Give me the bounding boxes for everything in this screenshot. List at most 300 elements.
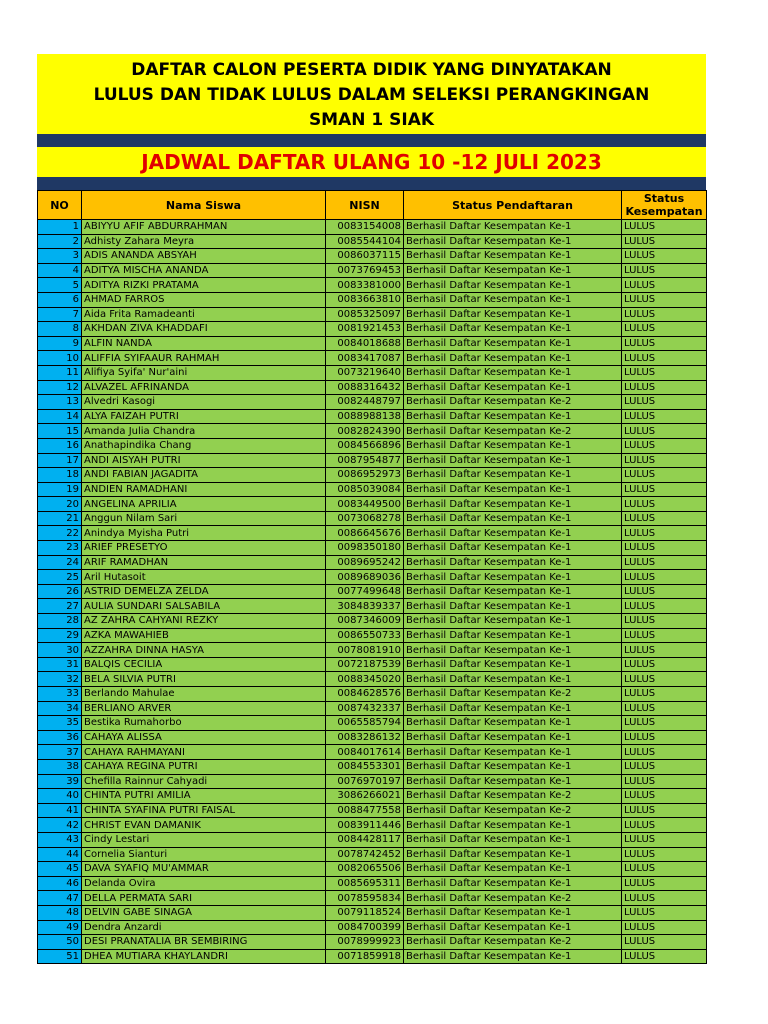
cell-no[interactable]: 9	[38, 336, 82, 351]
cell-registration-status[interactable]: Berhasil Daftar Kesempatan Ke-1	[404, 847, 622, 862]
cell-nisn[interactable]: 0086550733	[326, 628, 404, 643]
cell-opportunity-status[interactable]: LULUS	[622, 322, 707, 337]
cell-student-name[interactable]: AULIA SUNDARI SALSABILA	[82, 599, 326, 614]
table-row	[38, 263, 707, 278]
cell-no[interactable]: 40	[38, 789, 82, 804]
table-row	[38, 949, 707, 964]
table-row	[38, 584, 707, 599]
cell-nisn[interactable]: 0078742452	[326, 847, 404, 862]
table-row	[38, 687, 707, 702]
cell-student-name[interactable]: AKHDAN ZIVA KHADDAFI	[82, 322, 326, 337]
cell-student-name[interactable]: ADIS ANANDA ABSYAH	[82, 249, 326, 264]
cell-registration-status[interactable]: Berhasil Daftar Kesempatan Ke-1	[404, 336, 622, 351]
table-row	[38, 672, 707, 687]
cell-registration-status[interactable]: Berhasil Daftar Kesempatan Ke-1	[404, 701, 622, 716]
cell-registration-status[interactable]: Berhasil Daftar Kesempatan Ke-1	[404, 672, 622, 687]
cell-registration-status[interactable]: Berhasil Daftar Kesempatan Ke-1	[404, 920, 622, 935]
cell-no[interactable]: 48	[38, 905, 82, 920]
cell-no[interactable]: 24	[38, 555, 82, 570]
cell-registration-status[interactable]: Berhasil Daftar Kesempatan Ke-1	[404, 876, 622, 891]
table-row	[38, 876, 707, 891]
cell-student-name[interactable]: DAVA SYAFIQ MU'AMMAR	[82, 862, 326, 877]
cell-student-name[interactable]: Delanda Ovira	[82, 876, 326, 891]
cell-registration-status[interactable]: Berhasil Daftar Kesempatan Ke-1	[404, 774, 622, 789]
table-row	[38, 541, 707, 556]
cell-nisn[interactable]: 0077499648	[326, 584, 404, 599]
cell-registration-status[interactable]: Berhasil Daftar Kesempatan Ke-1	[404, 511, 622, 526]
cell-student-name[interactable]: CHINTA SYAFINA PUTRI FAISAL	[82, 803, 326, 818]
cell-nisn[interactable]: 0084566896	[326, 438, 404, 453]
cell-no[interactable]: 20	[38, 497, 82, 512]
cell-nisn[interactable]: 0082065506	[326, 862, 404, 877]
cell-nisn[interactable]: 0088345020	[326, 672, 404, 687]
cell-opportunity-status[interactable]: LULUS	[622, 818, 707, 833]
spreadsheet	[37, 54, 706, 964]
cell-no[interactable]: 41	[38, 803, 82, 818]
cell-student-name[interactable]: CAHAYA REGINA PUTRI	[82, 759, 326, 774]
cell-student-name[interactable]: CAHAYA ALISSA	[82, 730, 326, 745]
cell-registration-status[interactable]: Berhasil Daftar Kesempatan Ke-1	[404, 322, 622, 337]
title-line-1: DAFTAR CALON PESERTA DIDIK YANG DINYATAKAN	[131, 60, 612, 80]
cell-student-name[interactable]: ADITYA RIZKI PRATAMA	[82, 278, 326, 293]
cell-registration-status[interactable]: Berhasil Daftar Kesempatan Ke-2	[404, 789, 622, 804]
cell-student-name[interactable]: ANDIEN RAMADHANI	[82, 482, 326, 497]
cell-student-name[interactable]: AZ ZAHRA CAHYANI REZKY	[82, 614, 326, 629]
cell-no[interactable]: 19	[38, 482, 82, 497]
cell-opportunity-status[interactable]: LULUS	[622, 745, 707, 760]
cell-opportunity-status[interactable]: LULUS	[622, 570, 707, 585]
cell-student-name[interactable]: Chefilla Rainnur Cahyadi	[82, 774, 326, 789]
cell-registration-status[interactable]: Berhasil Daftar Kesempatan Ke-1	[404, 220, 622, 235]
cell-registration-status[interactable]: Berhasil Daftar Kesempatan Ke-1	[404, 555, 622, 570]
cell-no[interactable]: 14	[38, 409, 82, 424]
cell-opportunity-status[interactable]: LULUS	[622, 657, 707, 672]
cell-registration-status[interactable]: Berhasil Daftar Kesempatan Ke-1	[404, 643, 622, 658]
cell-opportunity-status[interactable]: LULUS	[622, 672, 707, 687]
cell-student-name[interactable]: Anindya Myisha Putri	[82, 526, 326, 541]
cell-registration-status[interactable]: Berhasil Daftar Kesempatan Ke-1	[404, 570, 622, 585]
cell-opportunity-status[interactable]: LULUS	[622, 278, 707, 293]
cell-opportunity-status[interactable]: LULUS	[622, 687, 707, 702]
cell-student-name[interactable]: ALIFFIA SYIFAAUR RAHMAH	[82, 351, 326, 366]
cell-nisn[interactable]: 0087432337	[326, 701, 404, 716]
table-row	[38, 278, 707, 293]
table-row	[38, 789, 707, 804]
table-row	[38, 905, 707, 920]
cell-registration-status[interactable]: Berhasil Daftar Kesempatan Ke-1	[404, 438, 622, 453]
table-row	[38, 818, 707, 833]
cell-student-name[interactable]: ASTRID DEMELZA ZELDA	[82, 584, 326, 599]
cell-student-name[interactable]: AZKA MAWAHIEB	[82, 628, 326, 643]
cell-nisn[interactable]: 0098350180	[326, 541, 404, 556]
cell-registration-status[interactable]: Berhasil Daftar Kesempatan Ke-1	[404, 818, 622, 833]
cell-registration-status[interactable]: Berhasil Daftar Kesempatan Ke-1	[404, 730, 622, 745]
cell-no[interactable]: 45	[38, 862, 82, 877]
cell-opportunity-status[interactable]: LULUS	[622, 292, 707, 307]
cell-nisn[interactable]: 0086645676	[326, 526, 404, 541]
cell-registration-status[interactable]: Berhasil Daftar Kesempatan Ke-1	[404, 263, 622, 278]
cell-nisn[interactable]: 0083381000	[326, 278, 404, 293]
cell-opportunity-status[interactable]: LULUS	[622, 876, 707, 891]
cell-registration-status[interactable]: Berhasil Daftar Kesempatan Ke-1	[404, 380, 622, 395]
cell-student-name[interactable]: Adhisty Zahara Meyra	[82, 234, 326, 249]
cell-opportunity-status[interactable]: LULUS	[622, 643, 707, 658]
cell-no[interactable]: 6	[38, 292, 82, 307]
table-row	[38, 599, 707, 614]
cell-student-name[interactable]: Amanda Julia Chandra	[82, 424, 326, 439]
cell-nisn[interactable]: 0076970197	[326, 774, 404, 789]
cell-opportunity-status[interactable]: LULUS	[622, 614, 707, 629]
cell-student-name[interactable]: DELLA PERMATA SARI	[82, 891, 326, 906]
cell-no[interactable]: 37	[38, 745, 82, 760]
cell-student-name[interactable]: CHRIST EVAN DAMANIK	[82, 818, 326, 833]
cell-nisn[interactable]: 0078595834	[326, 891, 404, 906]
cell-registration-status[interactable]: Berhasil Daftar Kesempatan Ke-1	[404, 468, 622, 483]
cell-registration-status[interactable]: Berhasil Daftar Kesempatan Ke-1	[404, 759, 622, 774]
cell-registration-status[interactable]: Berhasil Daftar Kesempatan Ke-2	[404, 935, 622, 950]
cell-opportunity-status[interactable]: LULUS	[622, 599, 707, 614]
cell-registration-status[interactable]: Berhasil Daftar Kesempatan Ke-1	[404, 614, 622, 629]
cell-nisn[interactable]: 0078081910	[326, 643, 404, 658]
cell-opportunity-status[interactable]: LULUS	[622, 395, 707, 410]
cell-registration-status[interactable]: Berhasil Daftar Kesempatan Ke-1	[404, 409, 622, 424]
cell-nisn[interactable]: 0072187539	[326, 657, 404, 672]
table-row	[38, 716, 707, 731]
cell-opportunity-status[interactable]: LULUS	[622, 555, 707, 570]
cell-registration-status[interactable]: Berhasil Daftar Kesempatan Ke-1	[404, 584, 622, 599]
cell-opportunity-status[interactable]: LULUS	[622, 847, 707, 862]
header-row	[38, 191, 707, 220]
cell-nisn[interactable]: 0079118524	[326, 905, 404, 920]
cell-registration-status[interactable]: Berhasil Daftar Kesempatan Ke-2	[404, 395, 622, 410]
cell-opportunity-status[interactable]: LULUS	[622, 249, 707, 264]
table-row	[38, 643, 707, 658]
cell-registration-status[interactable]: Berhasil Daftar Kesempatan Ke-1	[404, 599, 622, 614]
table-row	[38, 497, 707, 512]
table-row	[38, 482, 707, 497]
cell-nisn[interactable]: 0078999923	[326, 935, 404, 950]
cell-student-name[interactable]: DHEA MUTIARA KHAYLANDRI	[82, 949, 326, 964]
cell-opportunity-status[interactable]: LULUS	[622, 789, 707, 804]
cell-registration-status[interactable]: Berhasil Daftar Kesempatan Ke-1	[404, 628, 622, 643]
cell-nisn[interactable]: 0081921453	[326, 322, 404, 337]
cell-no[interactable]: 25	[38, 570, 82, 585]
cell-no[interactable]: 18	[38, 468, 82, 483]
cell-nisn[interactable]: 0084700399	[326, 920, 404, 935]
cell-registration-status[interactable]: Berhasil Daftar Kesempatan Ke-1	[404, 905, 622, 920]
cell-nisn[interactable]: 0085544104	[326, 234, 404, 249]
cell-student-name[interactable]: Cindy Lestari	[82, 832, 326, 847]
cell-student-name[interactable]: Bestika Rumahorbo	[82, 716, 326, 731]
cell-registration-status[interactable]: Berhasil Daftar Kesempatan Ke-1	[404, 453, 622, 468]
cell-registration-status[interactable]: Berhasil Daftar Kesempatan Ke-1	[404, 292, 622, 307]
cell-no[interactable]: 51	[38, 949, 82, 964]
cell-opportunity-status[interactable]: LULUS	[622, 438, 707, 453]
cell-no[interactable]: 21	[38, 511, 82, 526]
table-row	[38, 759, 707, 774]
cell-opportunity-status[interactable]: LULUS	[622, 307, 707, 322]
cell-student-name[interactable]: Alvedri Kasogi	[82, 395, 326, 410]
table-row	[38, 832, 707, 847]
table-row	[38, 935, 707, 950]
cell-no[interactable]: 22	[38, 526, 82, 541]
cell-nisn[interactable]: 0073068278	[326, 511, 404, 526]
cell-registration-status[interactable]: Berhasil Daftar Kesempatan Ke-1	[404, 862, 622, 877]
cell-student-name[interactable]: ANDI AISYAH PUTRI	[82, 453, 326, 468]
cell-student-name[interactable]: ANDI FABIAN JAGADITA	[82, 468, 326, 483]
table-row	[38, 745, 707, 760]
cell-registration-status[interactable]: Berhasil Daftar Kesempatan Ke-1	[404, 832, 622, 847]
cell-opportunity-status[interactable]: LULUS	[622, 628, 707, 643]
cell-opportunity-status[interactable]: LULUS	[622, 701, 707, 716]
cell-opportunity-status[interactable]: LULUS	[622, 511, 707, 526]
cell-opportunity-status[interactable]: LULUS	[622, 759, 707, 774]
cell-student-name[interactable]: ALFIN NANDA	[82, 336, 326, 351]
cell-opportunity-status[interactable]: LULUS	[622, 220, 707, 235]
cell-no[interactable]: 11	[38, 365, 82, 380]
cell-nisn[interactable]: 0084553301	[326, 759, 404, 774]
cell-registration-status[interactable]: Berhasil Daftar Kesempatan Ke-1	[404, 234, 622, 249]
table-row	[38, 614, 707, 629]
cell-opportunity-status[interactable]: LULUS	[622, 949, 707, 964]
cell-no[interactable]: 8	[38, 322, 82, 337]
cell-registration-status[interactable]: Berhasil Daftar Kesempatan Ke-1	[404, 745, 622, 760]
cell-no[interactable]: 13	[38, 395, 82, 410]
divider-band	[37, 134, 706, 147]
cell-registration-status[interactable]: Berhasil Daftar Kesempatan Ke-1	[404, 526, 622, 541]
cell-no[interactable]: 50	[38, 935, 82, 950]
cell-nisn[interactable]: 0084428117	[326, 832, 404, 847]
cell-nisn[interactable]: 0084018688	[326, 336, 404, 351]
cell-opportunity-status[interactable]: LULUS	[622, 526, 707, 541]
cell-registration-status[interactable]: Berhasil Daftar Kesempatan Ke-1	[404, 365, 622, 380]
cell-nisn[interactable]: 0083663810	[326, 292, 404, 307]
cell-student-name[interactable]: DELVIN GABE SINAGA	[82, 905, 326, 920]
cell-student-name[interactable]: ARIF RAMADHAN	[82, 555, 326, 570]
cell-nisn[interactable]: 0083154008	[326, 220, 404, 235]
cell-student-name[interactable]: Anathapindika Chang	[82, 438, 326, 453]
cell-student-name[interactable]: Cornelia Sianturi	[82, 847, 326, 862]
cell-no[interactable]: 33	[38, 687, 82, 702]
cell-nisn[interactable]: 0082448797	[326, 395, 404, 410]
cell-no[interactable]: 5	[38, 278, 82, 293]
cell-no[interactable]: 34	[38, 701, 82, 716]
cell-student-name[interactable]: Alifiya Syifa' Nur'aini	[82, 365, 326, 380]
cell-nisn[interactable]: 0085039084	[326, 482, 404, 497]
cell-nisn[interactable]: 0073769453	[326, 263, 404, 278]
table-row	[38, 395, 707, 410]
cell-nisn[interactable]: 0086952973	[326, 468, 404, 483]
cell-registration-status[interactable]: Berhasil Daftar Kesempatan Ke-1	[404, 307, 622, 322]
cell-student-name[interactable]: BELA SILVIA PUTRI	[82, 672, 326, 687]
cell-no[interactable]: 27	[38, 599, 82, 614]
cell-opportunity-status[interactable]: LULUS	[622, 541, 707, 556]
cell-nisn[interactable]: 0071859918	[326, 949, 404, 964]
cell-student-name[interactable]: BALQIS CECILIA	[82, 657, 326, 672]
cell-opportunity-status[interactable]: LULUS	[622, 482, 707, 497]
cell-no[interactable]: 43	[38, 832, 82, 847]
cell-no[interactable]: 15	[38, 424, 82, 439]
cell-no[interactable]: 23	[38, 541, 82, 556]
cell-no[interactable]: 31	[38, 657, 82, 672]
table-row	[38, 220, 707, 235]
cell-nisn[interactable]: 0085695311	[326, 876, 404, 891]
cell-registration-status[interactable]: Berhasil Daftar Kesempatan Ke-1	[404, 351, 622, 366]
cell-opportunity-status[interactable]: LULUS	[622, 730, 707, 745]
cell-nisn[interactable]: 0089695242	[326, 555, 404, 570]
cell-no[interactable]: 17	[38, 453, 82, 468]
cell-nisn[interactable]: 0086037115	[326, 249, 404, 264]
cell-no[interactable]: 46	[38, 876, 82, 891]
cell-registration-status[interactable]: Berhasil Daftar Kesempatan Ke-1	[404, 657, 622, 672]
cell-nisn[interactable]: 0085325097	[326, 307, 404, 322]
cell-opportunity-status[interactable]: LULUS	[622, 716, 707, 731]
table-row	[38, 920, 707, 935]
cell-no[interactable]: 4	[38, 263, 82, 278]
cell-registration-status[interactable]: Berhasil Daftar Kesempatan Ke-1	[404, 541, 622, 556]
cell-student-name[interactable]: BERLIANO ARVER	[82, 701, 326, 716]
cell-student-name[interactable]: AZZAHRA DINNA HASYA	[82, 643, 326, 658]
cell-nisn[interactable]: 0088316432	[326, 380, 404, 395]
cell-student-name[interactable]: Berlando Mahulae	[82, 687, 326, 702]
cell-opportunity-status[interactable]: LULUS	[622, 380, 707, 395]
cell-student-name[interactable]: ANGELINA APRILIA	[82, 497, 326, 512]
cell-nisn[interactable]: 0087954877	[326, 453, 404, 468]
cell-nisn[interactable]: 0087346009	[326, 614, 404, 629]
cell-opportunity-status[interactable]: LULUS	[622, 774, 707, 789]
cell-no[interactable]: 26	[38, 584, 82, 599]
table-row	[38, 847, 707, 862]
cell-no[interactable]: 16	[38, 438, 82, 453]
cell-no[interactable]: 47	[38, 891, 82, 906]
cell-student-name[interactable]: ARIEF PRESETYO	[82, 541, 326, 556]
cell-registration-status[interactable]: Berhasil Daftar Kesempatan Ke-1	[404, 716, 622, 731]
divider-band	[37, 177, 706, 190]
cell-nisn[interactable]: 0084628576	[326, 687, 404, 702]
cell-no[interactable]: 1	[38, 220, 82, 235]
cell-opportunity-status[interactable]: LULUS	[622, 351, 707, 366]
cell-opportunity-status[interactable]: LULUS	[622, 453, 707, 468]
cell-no[interactable]: 38	[38, 759, 82, 774]
cell-no[interactable]: 36	[38, 730, 82, 745]
cell-opportunity-status[interactable]: LULUS	[622, 862, 707, 877]
cell-nisn[interactable]: 0083911446	[326, 818, 404, 833]
cell-nisn[interactable]: 0089689036	[326, 570, 404, 585]
title-line-2: LULUS DAN TIDAK LULUS DALAM SELEKSI PERANGKINGAN	[93, 85, 650, 105]
cell-opportunity-status[interactable]: LULUS	[622, 263, 707, 278]
cell-opportunity-status[interactable]: LULUS	[622, 497, 707, 512]
table-row	[38, 701, 707, 716]
cell-student-name[interactable]: DESI PRANATALIA BR SEMBIRING	[82, 935, 326, 950]
cell-nisn[interactable]: 0082824390	[326, 424, 404, 439]
cell-registration-status[interactable]: Berhasil Daftar Kesempatan Ke-1	[404, 249, 622, 264]
cell-no[interactable]: 12	[38, 380, 82, 395]
cell-opportunity-status[interactable]: LULUS	[622, 803, 707, 818]
table-row	[38, 365, 707, 380]
cell-registration-status[interactable]: Berhasil Daftar Kesempatan Ke-2	[404, 803, 622, 818]
cell-registration-status[interactable]: Berhasil Daftar Kesempatan Ke-2	[404, 687, 622, 702]
cell-opportunity-status[interactable]: LULUS	[622, 905, 707, 920]
table-row	[38, 292, 707, 307]
cell-no[interactable]: 3	[38, 249, 82, 264]
table-row	[38, 380, 707, 395]
cell-nisn[interactable]: 0073219640	[326, 365, 404, 380]
column-header-no: NO	[38, 191, 82, 220]
cell-registration-status[interactable]: Berhasil Daftar Kesempatan Ke-1	[404, 482, 622, 497]
cell-no[interactable]: 7	[38, 307, 82, 322]
table-row	[38, 526, 707, 541]
cell-student-name[interactable]: CAHAYA RAHMAYANI	[82, 745, 326, 760]
cell-nisn[interactable]: 0088477558	[326, 803, 404, 818]
cell-registration-status[interactable]: Berhasil Daftar Kesempatan Ke-1	[404, 497, 622, 512]
cell-no[interactable]: 39	[38, 774, 82, 789]
cell-opportunity-status[interactable]: LULUS	[622, 365, 707, 380]
table-row	[38, 409, 707, 424]
cell-student-name[interactable]: Aida Frita Ramadeanti	[82, 307, 326, 322]
cell-nisn[interactable]: 0084017614	[326, 745, 404, 760]
cell-no[interactable]: 10	[38, 351, 82, 366]
column-header-name: Nama Siswa	[82, 191, 326, 220]
cell-no[interactable]: 30	[38, 643, 82, 658]
cell-student-name[interactable]: Aril Hutasoit	[82, 570, 326, 585]
cell-opportunity-status[interactable]: LULUS	[622, 336, 707, 351]
cell-student-name[interactable]: ADITYA MISCHA ANANDA	[82, 263, 326, 278]
cell-nisn[interactable]: 0088988138	[326, 409, 404, 424]
table-row	[38, 891, 707, 906]
cell-no[interactable]: 35	[38, 716, 82, 731]
cell-student-name[interactable]: ALVAZEL AFRINANDA	[82, 380, 326, 395]
cell-registration-status[interactable]: Berhasil Daftar Kesempatan Ke-2	[404, 424, 622, 439]
cell-nisn[interactable]: 3086266021	[326, 789, 404, 804]
cell-nisn[interactable]: 0083449500	[326, 497, 404, 512]
cell-nisn[interactable]: 0083286132	[326, 730, 404, 745]
cell-no[interactable]: 44	[38, 847, 82, 862]
cell-opportunity-status[interactable]: LULUS	[622, 424, 707, 439]
cell-opportunity-status[interactable]: LULUS	[622, 935, 707, 950]
table-row	[38, 453, 707, 468]
table-row	[38, 803, 707, 818]
cell-no[interactable]: 29	[38, 628, 82, 643]
cell-opportunity-status[interactable]: LULUS	[622, 891, 707, 906]
cell-opportunity-status[interactable]: LULUS	[622, 920, 707, 935]
cell-opportunity-status[interactable]: LULUS	[622, 234, 707, 249]
cell-student-name[interactable]: CHINTA PUTRI AMILIA	[82, 789, 326, 804]
cell-no[interactable]: 32	[38, 672, 82, 687]
cell-no[interactable]: 28	[38, 614, 82, 629]
cell-opportunity-status[interactable]: LULUS	[622, 468, 707, 483]
cell-no[interactable]: 42	[38, 818, 82, 833]
cell-no[interactable]: 2	[38, 234, 82, 249]
cell-student-name[interactable]: Dendra Anzardi	[82, 920, 326, 935]
cell-registration-status[interactable]: Berhasil Daftar Kesempatan Ke-1	[404, 278, 622, 293]
cell-student-name[interactable]: AHMAD FARROS	[82, 292, 326, 307]
cell-opportunity-status[interactable]: LULUS	[622, 409, 707, 424]
cell-student-name[interactable]: ALYA FAIZAH PUTRI	[82, 409, 326, 424]
cell-opportunity-status[interactable]: LULUS	[622, 832, 707, 847]
table-row	[38, 862, 707, 877]
cell-nisn[interactable]: 3084839337	[326, 599, 404, 614]
table-row	[38, 730, 707, 745]
cell-no[interactable]: 49	[38, 920, 82, 935]
cell-nisn[interactable]: 0083417087	[326, 351, 404, 366]
cell-student-name[interactable]: ABIYYU AFIF ABDURRAHMAN	[82, 220, 326, 235]
cell-student-name[interactable]: Anggun Nilam Sari	[82, 511, 326, 526]
column-header-nisn: NISN	[326, 191, 404, 220]
cell-registration-status[interactable]: Berhasil Daftar Kesempatan Ke-2	[404, 891, 622, 906]
cell-registration-status[interactable]: Berhasil Daftar Kesempatan Ke-1	[404, 949, 622, 964]
cell-opportunity-status[interactable]: LULUS	[622, 584, 707, 599]
cell-nisn[interactable]: 0065585794	[326, 716, 404, 731]
